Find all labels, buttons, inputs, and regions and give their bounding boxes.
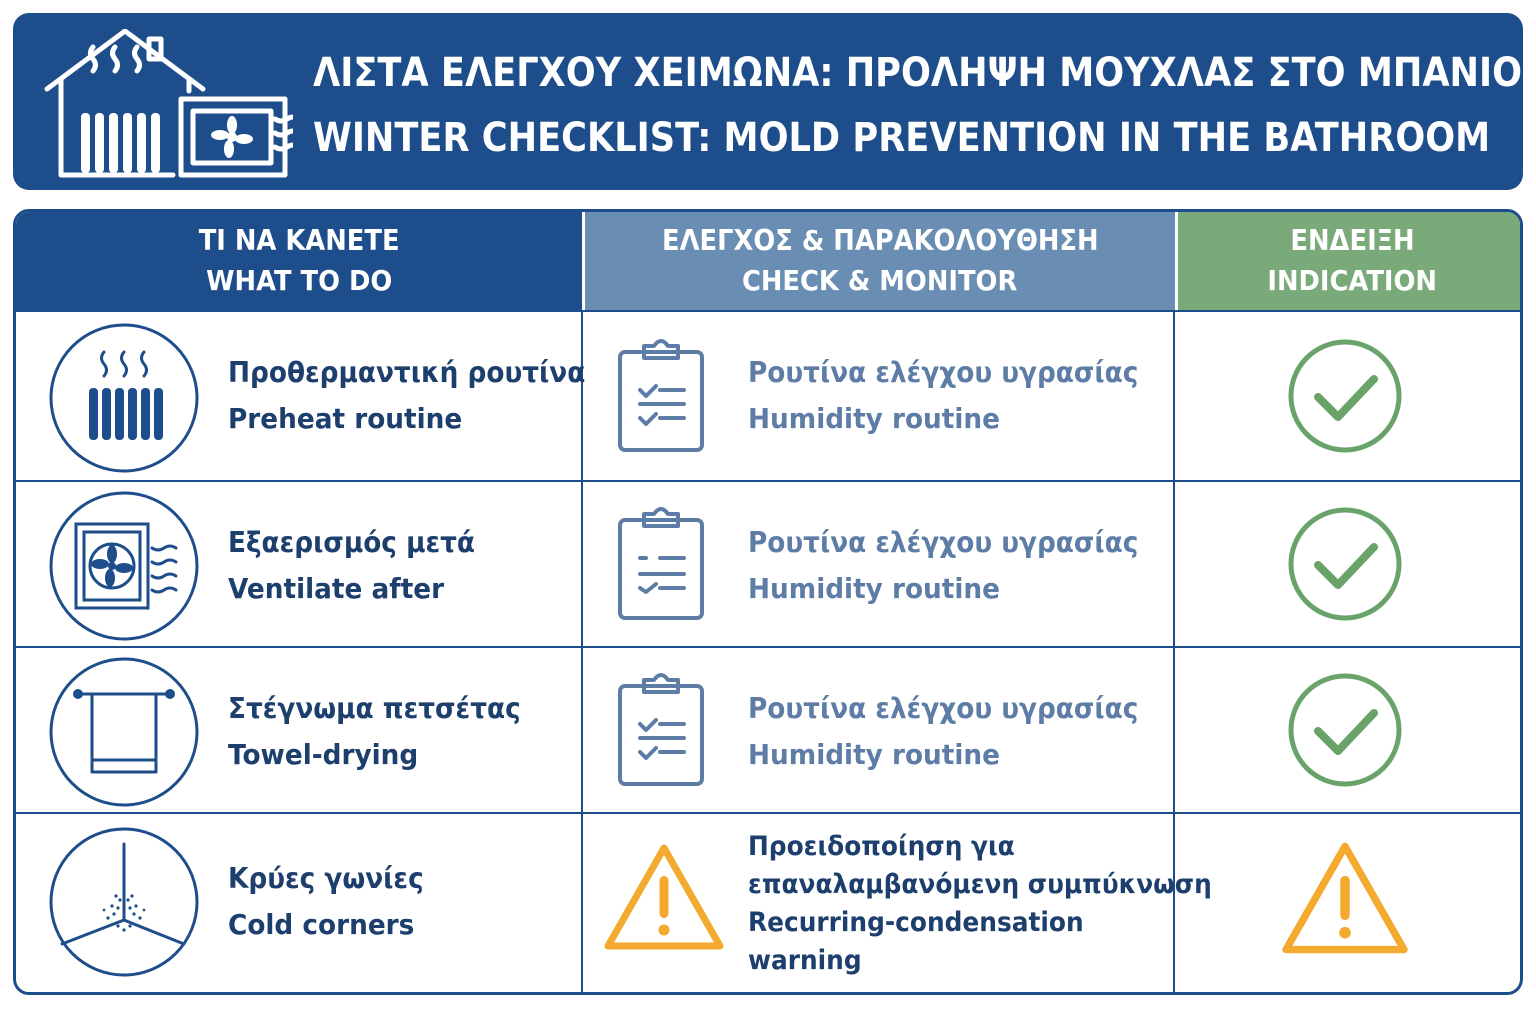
action-english: Preheat routine [228, 402, 463, 435]
column-header-greek: ΕΛΕΓΧΟΣ & ΠΑΡΑΚΟΛΟΥΘΗΣΗ [661, 224, 1099, 257]
column-header-indication [1175, 212, 1523, 310]
action-text [228, 520, 491, 612]
title-greek: ΛΙΣΤΑ ΕΛΕΓΧΟΥ ΧΕΙΜΩΝΑ: ΠΡΟΛΗΨΗ ΜΟΥΧΛΑΣ ΣΤΟ ΜΠΑΝΙΟ [313, 50, 1523, 96]
action-english: Towel-drying [228, 738, 419, 771]
check-greek: Ρουτίνα ελέγχου υγρασίας [748, 356, 1139, 389]
warning-text [748, 828, 1252, 980]
check-greek: Ρουτίνα ελέγχου υγρασίας [748, 692, 1139, 725]
action-greek: Στέγνωμα πετσέτας [228, 692, 521, 725]
column-header-english: INDICATION [1267, 264, 1437, 297]
house-radiator-fan-icon [43, 29, 293, 179]
check-circle-icon [1288, 673, 1402, 787]
action-text [228, 350, 608, 442]
check-text [748, 686, 1163, 778]
check-greek: Ρουτίνα ελέγχου υγρασίας [748, 526, 1139, 559]
radiator-icon [48, 322, 200, 474]
column-header-greek: ΕΝΔΕΙΞΗ [1289, 224, 1415, 257]
warning-triangle-icon [602, 842, 726, 954]
clipboard-checklist-icon [616, 672, 706, 788]
title-english: WINTER CHECKLIST: MOLD PREVENTION IN THE BATHROOM [313, 115, 1491, 161]
check-text [748, 350, 1163, 442]
warning-greek-line1: Προειδοποίηση για [748, 831, 1015, 862]
action-english: Ventilate after [228, 572, 445, 605]
cold-corner-icon [48, 826, 200, 978]
action-greek: Κρύες γωνίες [228, 862, 424, 895]
check-english: Humidity routine [748, 402, 1000, 435]
checklist-table [13, 209, 1523, 995]
column-header-greek: ΤΙ ΝΑ ΚΑΝΕΤΕ [198, 224, 400, 257]
check-circle-icon [1288, 339, 1402, 453]
action-text [228, 856, 436, 948]
warning-english-line2: warning [748, 945, 862, 976]
page-title [313, 41, 1523, 171]
clipboard-checklist-icon [616, 338, 706, 454]
check-english: Humidity routine [748, 738, 1000, 771]
clipboard-checklist-icon [616, 506, 706, 622]
check-circle-icon [1288, 507, 1402, 621]
check-text [748, 520, 1163, 612]
warning-triangle-icon [1278, 840, 1412, 958]
title-banner [13, 13, 1523, 190]
action-english: Cold corners [228, 908, 415, 941]
action-greek: Προθερμαντική ρουτίνα [228, 356, 586, 389]
check-english: Humidity routine [748, 572, 1000, 605]
warning-english-line1: Recurring-condensation [748, 907, 1084, 938]
column-header-what-to-do [16, 212, 582, 310]
action-greek: Εξαερισμός μετά [228, 526, 475, 559]
action-text [228, 686, 539, 778]
warning-greek-line2: επαναλαμβανόμενη συμπύκνωση [748, 869, 1212, 900]
column-header-english: WHAT TO DO [205, 264, 393, 297]
exhaust-fan-icon [48, 490, 200, 642]
column-header-check-monitor [582, 212, 1175, 310]
towel-rack-icon [48, 656, 200, 808]
column-header-english: CHECK & MONITOR [742, 264, 1018, 297]
